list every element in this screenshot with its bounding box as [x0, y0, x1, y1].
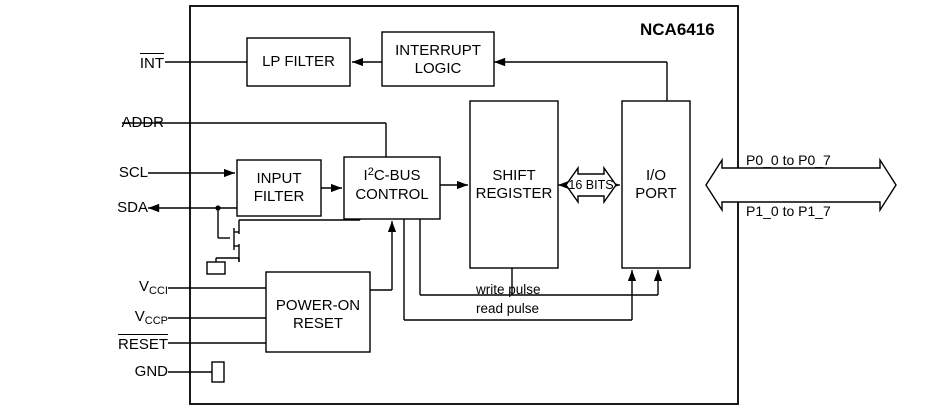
pin-label-vcci: $V_{CCI}$	[139, 278, 168, 297]
block-label-shift-register-line2: REGISTER	[475, 185, 553, 202]
pin-label-addr: ADDR	[121, 114, 164, 131]
block-label-i2c-bus-control-line2: CONTROL	[355, 186, 429, 203]
pin-label-reset	[90, 334, 168, 353]
block-label-input-filter-line1: INPUT	[256, 170, 302, 187]
block-label-lp-filter: LP FILTER	[262, 53, 335, 70]
block-label-power-on-reset-line1: POWER-ON	[275, 297, 361, 314]
block-label-power-on-reset-line2: RESET	[292, 315, 343, 332]
port-label-p0: P0_0 to P0_7	[746, 152, 831, 168]
block-label-interrupt-logic-line1: INTERRUPT	[395, 42, 481, 59]
signal-label-read-pulse: read pulse	[476, 301, 540, 316]
block-label-interrupt-logic-line2: LOGIC	[414, 60, 462, 77]
pin-label-scl: SCL	[118, 164, 148, 181]
pin-int-text: INT	[139, 55, 164, 72]
bus-label-16-bits: 16 BITS	[568, 178, 614, 192]
block-label-input-filter-line2: FILTER	[253, 188, 305, 205]
i2c-superscript-2: 2	[367, 166, 374, 178]
chip-name: NCA6416	[640, 20, 715, 39]
pin-vccp-subscript: CCP	[144, 315, 168, 327]
pin-label-gnd: GND	[134, 363, 168, 380]
pin-vcci-subscript: CCI	[149, 285, 168, 297]
pin-reset-text: RESET	[117, 336, 168, 353]
pin-label-sda: SDA	[117, 199, 148, 216]
block-label-io-port-line1: I/O	[645, 167, 666, 184]
pin-label-int	[120, 53, 164, 72]
pin-label-vccp: $V_{CCP}$	[134, 308, 168, 327]
signal-label-write-pulse: write pulse	[476, 282, 541, 297]
port-label-p1: P1_0 to P1_7	[746, 203, 831, 219]
block-label-i2c-bus-control-line1: $I^2C$-BUS	[363, 166, 421, 184]
block-label-shift-register-line1: SHIFT	[492, 167, 536, 184]
block-label-io-port-line2: PORT	[635, 185, 677, 202]
